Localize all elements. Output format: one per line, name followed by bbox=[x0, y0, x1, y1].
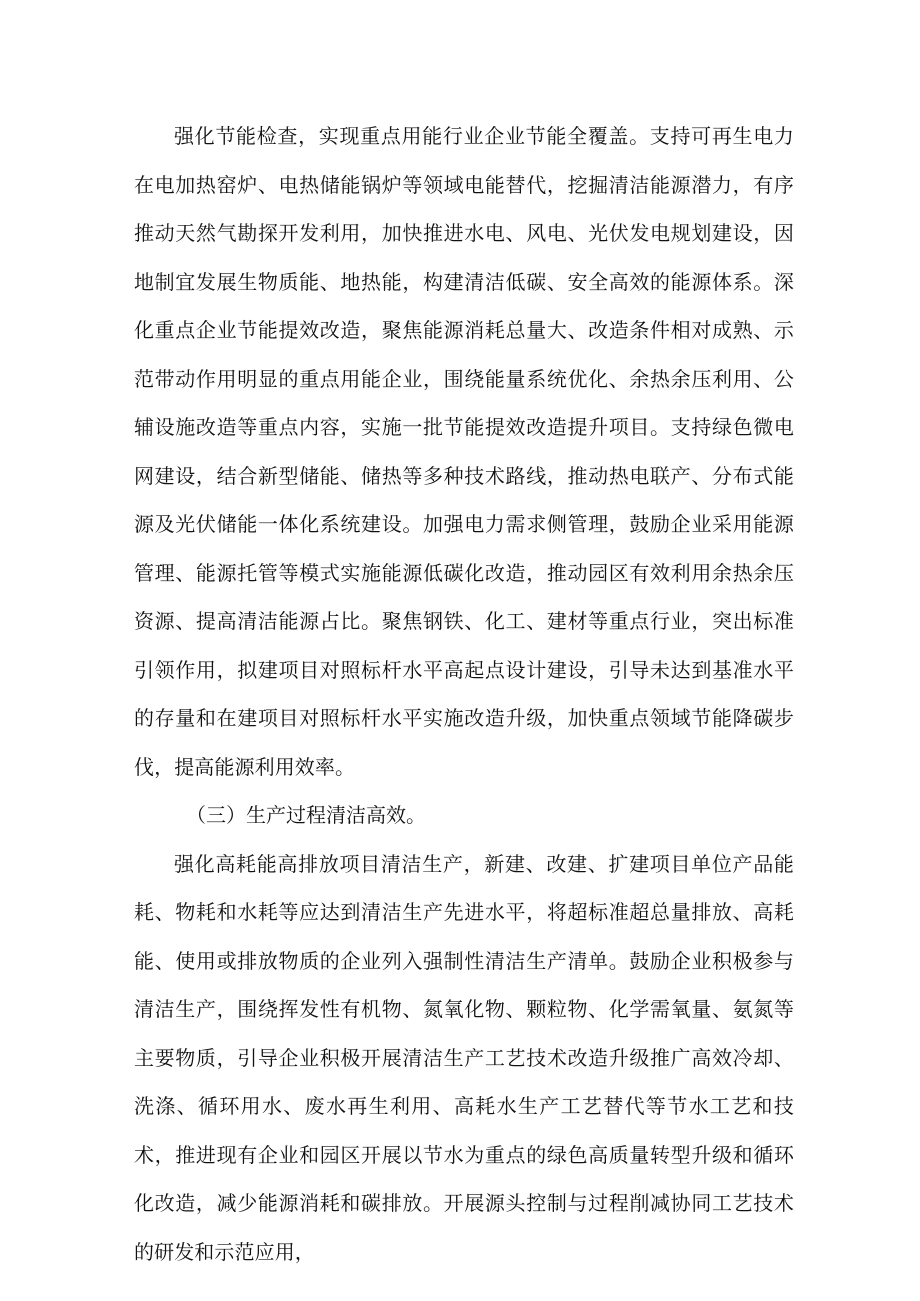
body-paragraph-energy-saving: 强化节能检查，实现重点用能行业企业节能全覆盖。支持可再生电力在电加热窑炉、电热储能锅炉等领域电能替代，挖掘清洁能源潜力，有序推动天然气勘探开发利用，加快推进水电、风电、光伏发电规划建设，因地制宜发展生物质能、地热能，构建清洁低碳、安全高效的能源体系。深化重点企业节能提效改造，聚焦能源消耗总量大、改造条件相对成熟、示范带动作用明显的重点用能企业，围绕能量系统优化、余热余压利用、公辅设施改造等重点内容，实施一批节能提效改造提升项目。支持绿色微电网建设，结合新型储能、储热等多种技术路线，推动热电联产、分布式能源及光伏储能一体化系统建设。加强电力需求侧管理，鼓励企业采用能源管理、能源托管等模式实施能源低碳化改造，推动园区有效利用余热余压资源、提高清洁能源占比。聚焦钢铁、化工、建材等重点行业，突出标准引领作用，拟建项目对照标杆水平高起点设计建设，引导未达到基准水平的存量和在建项目对照标杆水平实施改造升级，加快重点领域节能降碳步伐，提高能源利用效率。 bbox=[134, 124, 794, 779]
body-paragraph-clean-production: 强化高耗能高排放项目清洁生产，新建、改建、扩建项目单位产品能耗、物耗和水耗等应达到清洁生产先进水平，将超标准超总量排放、高耗能、使用或排放物质的企业列入强制性清洁生产清单。鼓励企业积极参与清洁生产，围绕挥发性有机物、氮氧化物、颗粒物、化学需氧量、氨氮等主要物质，引导企业积极开展清洁生产工艺技术改造升级推广高效冷却、洗涤、循环用水、废水再生利用、高耗水生产工艺替代等节水工艺和技术，推进现有企业和园区开展以节水为重点的绿色高质量转型升级和循环化改造，减少能源消耗和碳排放。开展源头控制与过程削减协同工艺技术的研发和示范应用， bbox=[134, 851, 794, 1264]
document-page bbox=[134, 112, 794, 1276]
section-heading: （三）生产过程清洁高效。 bbox=[186, 803, 426, 827]
